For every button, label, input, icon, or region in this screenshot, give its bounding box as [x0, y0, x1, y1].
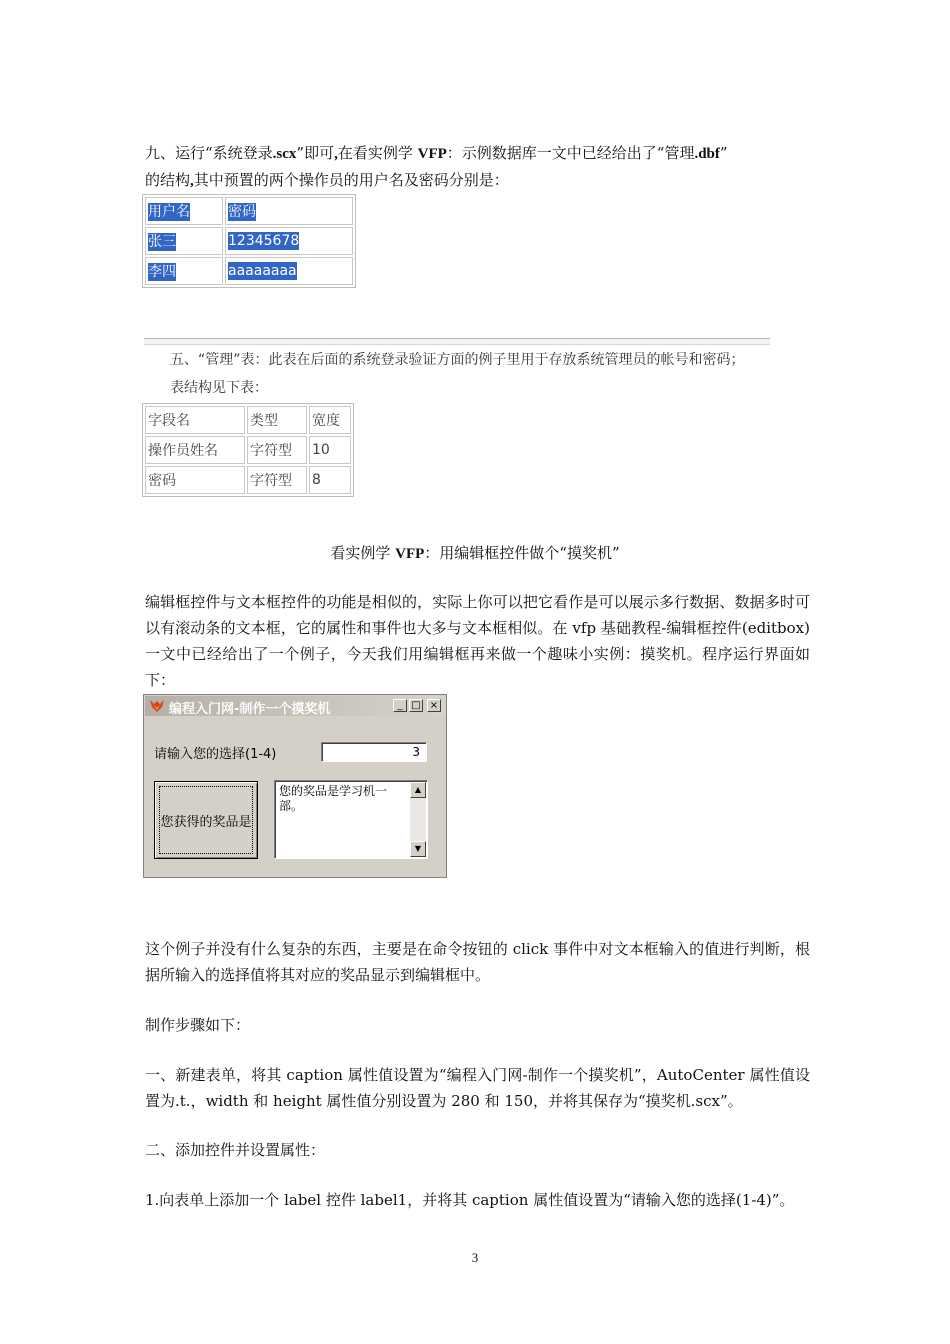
app-window: [143, 694, 447, 878]
focus-rect: [159, 786, 253, 854]
intro-text: 其中预置的两个操作员的用户名及密码分别是：: [193, 171, 509, 189]
close-button[interactable]: ×: [427, 699, 441, 712]
choice-input[interactable]: 3: [321, 742, 427, 762]
table-row: [145, 466, 351, 494]
intro-paragraph: [145, 140, 810, 194]
minimize-button[interactable]: _: [393, 699, 407, 712]
users-table: [142, 194, 356, 288]
table-cell: 密码: [225, 197, 353, 225]
scroll-down-icon[interactable]: ▼: [410, 841, 426, 857]
table-row: [145, 227, 353, 255]
table-cell: 张三: [145, 227, 223, 255]
table-cell: 8: [309, 466, 351, 494]
table-cell: 操作员姓名: [145, 436, 245, 464]
body-paragraph: 1.向表单上添加一个 label 控件 label1，并将其 caption 属性值设置为“请输入您的选择(1-4)”。: [145, 1191, 795, 1209]
intro-text: 在看实例学: [337, 144, 418, 162]
divider: [144, 338, 770, 345]
intro-text-bold: ,: [334, 146, 338, 162]
section5-line2: 表结构见下表：: [170, 380, 268, 396]
table-cell: 字符型: [247, 466, 307, 494]
intro-text-bold: ,: [190, 173, 194, 189]
table-cell: 12345678: [225, 227, 353, 255]
intro-text: 的结构: [145, 171, 191, 189]
maximize-button[interactable]: □: [409, 699, 423, 712]
body-paragraph: 一、新建表单，将其 caption 属性值设置为“编程入门网-制作一个摸奖机”，AutoCenter 属性值设置为.t.，width 和 height 属性值分别设置为 280 和 150，并将其保存为“摸奖机.scx”。: [145, 1066, 810, 1110]
section5-line1: 五、“管理”表：此表在后面的系统登录验证方面的例子里用于存放系统管理员的帐号和密码；: [170, 352, 745, 368]
table-row: [145, 257, 353, 285]
article-heading: 看实例学 VFP：用编辑框控件做个“摸奖机”: [330, 544, 620, 562]
table-cell: 宽度: [309, 406, 351, 434]
prize-editbox[interactable]: [274, 780, 428, 859]
table-cell: 字段名: [145, 406, 245, 434]
title-bar[interactable]: [145, 696, 445, 716]
table-cell: 10: [309, 436, 351, 464]
editbox-text: 您的奖品是学习机一部。: [279, 784, 388, 813]
table-row: [145, 197, 353, 225]
intro-text: 九、运行“系统登录: [145, 144, 273, 162]
body-paragraph: 编辑框控件与文本框控件的功能是相似的，实际上你可以把它看作是可以展示多行数据、数据多时可以有滚动条的文本框，它的属性和事件也大多与文本框相似。在 vfp 基础教程-编辑框控件(editbox)一文中已经给出了一个例子，今天我们用编辑框再来做一个趣味小实例：摸奖机。程序运行界面如下：: [145, 593, 810, 689]
window-title: 编程入门网-制作一个摸奖机: [169, 702, 331, 717]
body-paragraph: 二、添加控件并设置属性：: [145, 1141, 326, 1159]
body-paragraph: 这个例子并没有什么复杂的东西，主要是在命令按钮的 click 事件中对文本框输入的值进行判断，根据所输入的选择值将其对应的奖品显示到编辑框中。: [145, 940, 810, 984]
table-cell: 用户名: [145, 197, 223, 225]
intro-text: ”即可: [296, 144, 335, 162]
table-cell: 字符型: [247, 436, 307, 464]
intro-text-bold: VFP: [417, 146, 447, 162]
choice-label: 请输入您的选择(1-4): [154, 747, 277, 762]
fox-icon: [149, 699, 165, 713]
prize-button[interactable]: [154, 781, 258, 859]
table-cell: 密码: [145, 466, 245, 494]
vertical-scrollbar[interactable]: [410, 782, 426, 857]
table-cell: 类型: [247, 406, 307, 434]
prize-button-label: 您获得的奖品是: [160, 814, 252, 830]
body-paragraph: 制作步骤如下：: [145, 1016, 251, 1034]
table-row: [145, 406, 351, 434]
page-number: 3: [471, 1250, 479, 1265]
table-cell: 李四: [145, 257, 223, 285]
scroll-up-icon[interactable]: ▲: [410, 782, 426, 798]
intro-text-bold: .dbf: [694, 146, 720, 162]
table-cell: aaaaaaaa: [225, 257, 353, 285]
table-row: [145, 436, 351, 464]
structure-table: [142, 403, 354, 497]
intro-text-bold: .scx: [272, 146, 297, 162]
intro-text: ：示例数据库一文中已经给出了“管理: [446, 144, 695, 162]
intro-text: ”: [719, 144, 728, 162]
